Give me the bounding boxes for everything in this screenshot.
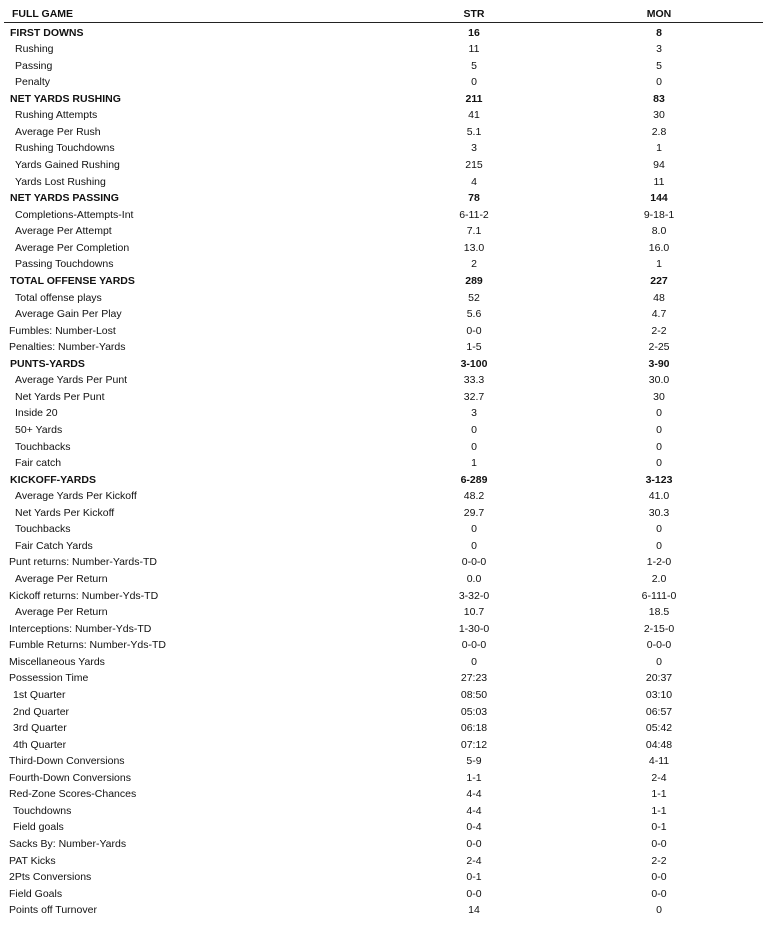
stat-row: [0, 190, 767, 206]
team-b-value: 0: [656, 76, 662, 89]
team-a-value: 0.0: [466, 573, 482, 585]
stat-label: Total offense plays: [15, 291, 102, 304]
stat-row: [0, 389, 767, 405]
stat-row: [0, 256, 767, 272]
stat-row: [0, 107, 767, 123]
stat-row: [0, 207, 767, 223]
team-a-value: 5.1: [466, 125, 482, 138]
stat-label: Penalties: Number-Yards: [9, 341, 126, 354]
stat-label: Rushing Touchdowns: [15, 142, 115, 155]
stat-row: [0, 455, 767, 471]
stat-label: Possession Time: [9, 672, 89, 685]
stat-label: Points off Turnover: [9, 904, 97, 917]
team-a-value: 0: [471, 423, 477, 436]
team-a-value: 0-0-0: [461, 556, 487, 569]
stat-row: [0, 505, 767, 521]
stat-row: [0, 770, 767, 786]
team-b-value: 18.5: [648, 606, 670, 619]
team-b-value: 41.0: [648, 490, 670, 503]
team-a-value: 0-0: [466, 837, 482, 850]
stat-label: Touchbacks: [15, 440, 71, 453]
team-a-value: 27:23: [460, 672, 488, 685]
header-divider: [4, 22, 763, 23]
team-a-value: 4-4: [466, 804, 482, 817]
stat-label: Average Per Rush: [15, 125, 101, 138]
stat-row: [0, 886, 767, 902]
team-a-value: 1-30-0: [458, 622, 490, 635]
team-b-value: 05:42: [645, 722, 673, 734]
team-b-value: 0: [656, 407, 662, 420]
stat-row: [0, 422, 767, 438]
team-b-value: 2-4: [651, 771, 667, 784]
stat-label: NET YARDS PASSING: [10, 192, 119, 205]
team-b-value: 4-11: [648, 755, 670, 768]
team-a-value: 0-0: [466, 324, 482, 337]
stat-label: Passing: [15, 59, 53, 72]
team-a-value: 0: [471, 655, 477, 668]
stat-label: 50+ Yards: [15, 423, 63, 436]
stat-row: [0, 521, 767, 537]
stat-row: [0, 174, 767, 190]
stat-label: Fair catch: [15, 457, 62, 470]
stat-label: Sacks By: Number-Yards: [9, 837, 127, 850]
team-a-value: 10.7: [463, 606, 485, 619]
team-a-value: 5: [471, 59, 477, 72]
stat-row: [0, 223, 767, 239]
team-a-value: 0: [471, 440, 477, 453]
stat-row: [0, 140, 767, 156]
stat-label: Net Yards Per Kickoff: [15, 506, 115, 519]
stat-label: Inside 20: [15, 407, 58, 420]
stat-label: Punt returns: Number-Yards-TD: [9, 556, 158, 569]
stat-label: Net Yards Per Punt: [15, 390, 105, 403]
team-b-value: 0-0: [651, 887, 667, 900]
stat-label: Interceptions: Number-Yds-TD: [9, 622, 152, 635]
team-a-value: 33.3: [463, 374, 485, 387]
team-a-value: 13.0: [463, 241, 485, 254]
stat-label: Average Gain Per Play: [15, 308, 122, 320]
team-b-value: 144: [650, 192, 668, 205]
stat-label: PUNTS-YARDS: [10, 357, 85, 370]
team-a-value: 4: [471, 175, 477, 188]
stat-row: [0, 803, 767, 819]
team-b-value: 30.0: [648, 374, 670, 387]
stat-label: 4th Quarter: [13, 738, 67, 751]
team-b-value: 3: [656, 43, 662, 56]
stat-row: [0, 786, 767, 802]
stat-row: [0, 58, 767, 74]
team-b-value: 0: [656, 655, 662, 668]
stat-row: [0, 372, 767, 388]
stat-row: [0, 538, 767, 554]
stat-label: 1st Quarter: [13, 688, 66, 701]
stat-row: [0, 25, 767, 41]
stat-row: [0, 74, 767, 90]
stat-row: [0, 836, 767, 852]
team-b-value: 04:48: [645, 738, 673, 751]
stat-label: Field Goals: [9, 887, 63, 900]
team-a-value: 3-32-0: [458, 589, 490, 602]
stat-row: [0, 621, 767, 637]
team-b-value: 94: [653, 159, 665, 171]
team-a-value: 48.2: [463, 490, 485, 503]
team-a-value: 3: [471, 407, 477, 420]
stat-row: [0, 604, 767, 620]
stat-row: [0, 356, 767, 372]
stat-row: [0, 339, 767, 355]
team-b-value: 20:37: [645, 672, 673, 685]
team-a-value: 5-9: [466, 755, 482, 768]
stat-row: [0, 869, 767, 885]
team-b-value: 2.0: [651, 573, 667, 585]
team-b-value: 0: [656, 523, 662, 536]
stat-row: [0, 654, 767, 670]
stat-label: Average Per Completion: [15, 241, 130, 254]
team-a-value: 78: [468, 192, 480, 205]
team-b-value: 83: [653, 92, 665, 105]
team-a-value: 211: [465, 92, 483, 105]
team-b-value: 1-1: [651, 788, 667, 801]
stat-label: PAT Kicks: [9, 854, 56, 867]
sheet-title: FULL GAME: [12, 8, 74, 20]
stat-label: Rushing: [15, 43, 54, 56]
team-b-value: 30.3: [648, 506, 670, 519]
stat-row: [0, 554, 767, 570]
stat-label: Rushing Attempts: [15, 109, 98, 122]
team-b-value: 0: [656, 440, 662, 453]
stat-row: [0, 323, 767, 339]
stat-row: [0, 290, 767, 306]
team-b-value: 30: [653, 109, 665, 122]
stat-row: [0, 753, 767, 769]
team-b-value: 5: [656, 59, 662, 72]
team-a-value: 0-4: [466, 821, 482, 834]
team-a-value: 5.6: [466, 308, 482, 320]
team-b-value: 2.8: [651, 125, 667, 138]
team-b-value: 0: [656, 904, 662, 917]
stat-label: 3rd Quarter: [13, 722, 67, 734]
team-a-value: 0-0-0: [461, 639, 487, 652]
team-b-value: 0-1: [651, 821, 667, 834]
team-b-value: 0: [656, 423, 662, 436]
team-a-header: STR: [463, 8, 485, 20]
team-a-value: 6-289: [460, 473, 488, 486]
stat-row: [0, 472, 767, 488]
stat-row: [0, 704, 767, 720]
team-a-value: 2: [471, 258, 477, 271]
stat-label: Kickoff returns: Number-Yds-TD: [9, 589, 159, 602]
team-b-value: 16.0: [648, 241, 670, 254]
team-b-value: 3-123: [645, 473, 673, 486]
team-b-value: 8: [656, 26, 662, 39]
stat-row: [0, 571, 767, 587]
team-a-value: 0: [471, 539, 477, 552]
stat-label: Fumbles: Number-Lost: [9, 324, 116, 337]
team-b-value: 2-2: [651, 854, 667, 867]
stat-row: [0, 637, 767, 653]
stat-label: Passing Touchdowns: [15, 258, 114, 271]
stat-row: [0, 588, 767, 604]
team-a-value: 1-5: [466, 341, 482, 354]
stat-row: [0, 41, 767, 57]
team-a-value: 0: [471, 523, 477, 536]
team-b-value: 1: [656, 258, 662, 271]
team-b-value: 8.0: [651, 225, 667, 238]
stat-label: KICKOFF-YARDS: [10, 473, 96, 486]
team-a-value: 3-100: [460, 357, 488, 370]
stat-label: 2Pts Conversions: [9, 871, 92, 884]
stat-row: [0, 670, 767, 686]
stat-label: Touchdowns: [13, 804, 72, 817]
stat-label: Miscellaneous Yards: [9, 655, 105, 668]
stat-row: [0, 687, 767, 703]
team-a-value: 0-1: [466, 871, 482, 884]
stat-label: FIRST DOWNS: [10, 26, 84, 39]
team-b-value: 227: [650, 274, 668, 287]
team-a-value: 11: [468, 43, 480, 56]
stat-label: Third-Down Conversions: [9, 755, 125, 768]
team-b-value: 9-18-1: [643, 208, 675, 221]
stat-row: [0, 124, 767, 140]
stat-row: [0, 819, 767, 835]
stat-row: [0, 157, 767, 173]
stat-row: [0, 853, 767, 869]
team-a-value: 14: [468, 904, 480, 917]
team-b-value: 1-2-0: [646, 556, 672, 569]
team-b-value: 2-2: [651, 324, 667, 337]
stat-row: [0, 240, 767, 256]
stat-label: Average Per Return: [15, 606, 108, 619]
team-a-value: 4-4: [466, 788, 482, 801]
stat-label: Fair Catch Yards: [15, 539, 93, 552]
stat-row: [0, 439, 767, 455]
team-a-value: 1: [471, 457, 477, 470]
stat-label: Yards Lost Rushing: [15, 175, 106, 188]
team-b-value: 30: [653, 390, 665, 403]
stat-row: [0, 902, 767, 918]
team-a-value: 0: [471, 76, 477, 89]
stat-row: [0, 273, 767, 289]
stat-row: [0, 720, 767, 736]
stat-label: Field goals: [13, 821, 64, 834]
team-a-value: 3: [471, 142, 477, 155]
team-a-value: 2-4: [466, 854, 482, 867]
team-a-value: 1-1: [466, 771, 482, 784]
stat-label: Fourth-Down Conversions: [9, 771, 131, 784]
stat-label: Yards Gained Rushing: [15, 159, 120, 171]
stat-row: [0, 488, 767, 504]
stat-label: NET YARDS RUSHING: [10, 92, 121, 105]
team-b-value: 0-0-0: [646, 639, 672, 652]
stat-row: [0, 306, 767, 322]
team-b-header: MON: [646, 8, 672, 20]
team-a-value: 08:50: [460, 688, 488, 701]
team-b-value: 06:57: [645, 705, 673, 718]
team-b-value: 6-111-0: [641, 589, 677, 602]
team-b-value: 1: [656, 142, 662, 155]
stat-label: Touchbacks: [15, 523, 71, 536]
stat-row: [0, 737, 767, 753]
stat-label: Average Per Return: [15, 573, 108, 585]
team-a-value: 16: [468, 26, 480, 39]
team-b-value: 11: [653, 175, 665, 188]
team-a-value: 07:12: [460, 738, 488, 751]
stat-label: Fumble Returns: Number-Yds-TD: [9, 639, 166, 652]
stat-label: Average Per Attempt: [15, 225, 112, 238]
team-a-value: 41: [468, 109, 480, 122]
team-a-value: 7.1: [466, 225, 482, 238]
stat-row: [0, 405, 767, 421]
team-b-value: 0-0: [651, 871, 667, 884]
stat-label: Average Yards Per Kickoff: [15, 490, 137, 503]
team-b-value: 0: [656, 539, 662, 552]
team-b-value: 0: [656, 457, 662, 470]
team-a-value: 05:03: [460, 705, 488, 718]
team-b-value: 3-90: [648, 357, 670, 370]
team-a-value: 289: [465, 274, 483, 287]
stat-label: Completions-Attempts-Int: [15, 208, 134, 221]
stat-label: Average Yards Per Punt: [15, 374, 128, 387]
team-a-value: 32.7: [463, 390, 485, 403]
team-a-value: 215: [465, 159, 483, 171]
team-a-value: 6-11-2: [459, 208, 489, 221]
team-a-value: 06:18: [460, 722, 488, 734]
stat-row: [0, 91, 767, 107]
team-a-value: 52: [468, 291, 480, 304]
team-b-value: 1-1: [651, 804, 667, 817]
team-a-value: 29.7: [463, 506, 485, 519]
team-b-value: 03:10: [645, 688, 673, 701]
team-b-value: 2-25: [648, 341, 670, 354]
team-b-value: 48: [653, 291, 665, 304]
team-b-value: 0-0: [651, 837, 667, 850]
team-b-value: 2-15-0: [643, 622, 675, 635]
header-row: [0, 6, 767, 22]
stat-label: Red-Zone Scores-Chances: [9, 788, 137, 801]
team-a-value: 0-0: [466, 887, 482, 900]
team-b-value: 4.7: [651, 308, 667, 320]
stat-label: TOTAL OFFENSE YARDS: [10, 274, 135, 287]
stat-label: Penalty: [15, 76, 51, 89]
stat-label: 2nd Quarter: [13, 705, 70, 718]
